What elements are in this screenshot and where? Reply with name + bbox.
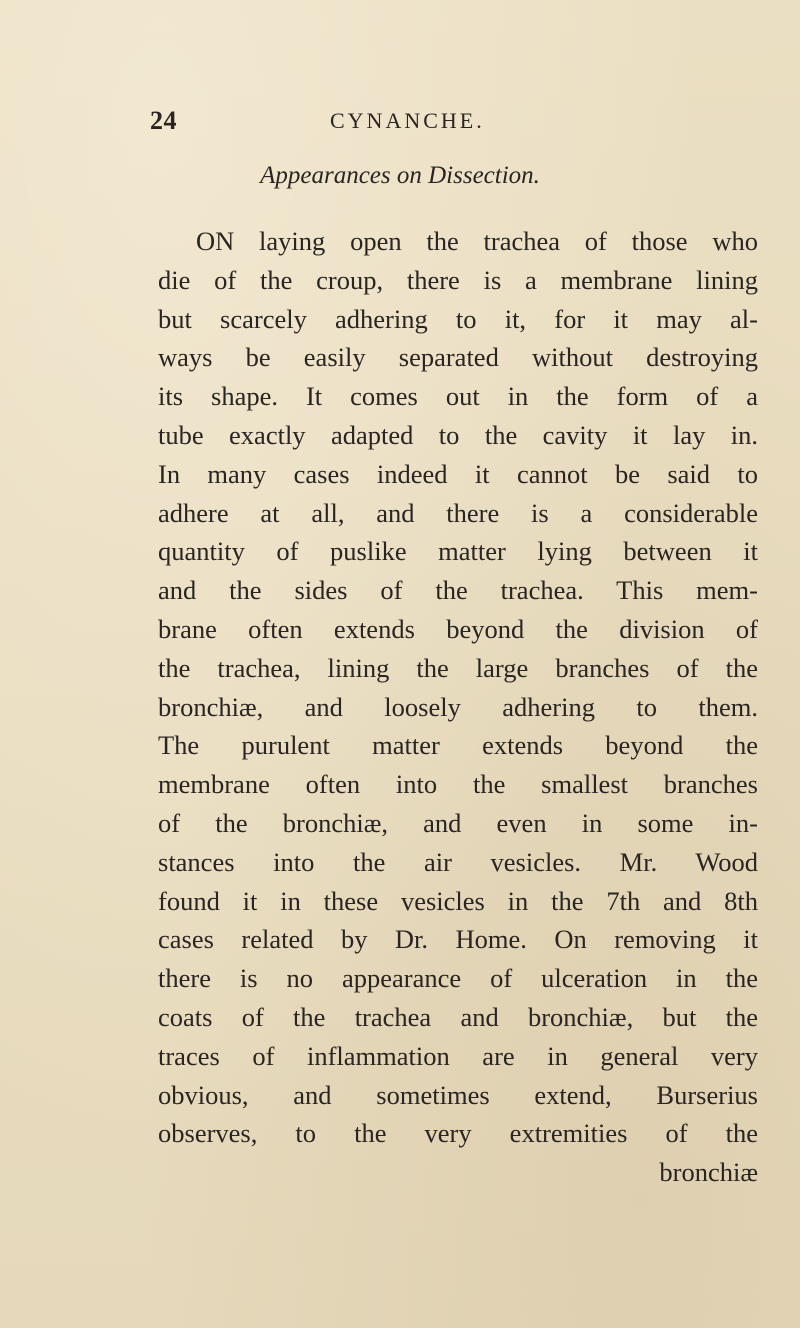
running-head — [150, 106, 800, 136]
page-number: 24 — [150, 106, 177, 135]
text-line: its shape. It comes out in the form of a — [158, 381, 758, 412]
text-line: adhere at all, and there is a considerable — [158, 497, 758, 528]
text-line: stances into the air vesicles. Mr. Wood — [158, 846, 758, 877]
text-line: die of the croup, there is a membrane lining — [158, 264, 758, 295]
text-line: tube exactly adapted to the cavity it lay in. — [158, 419, 758, 450]
text-line: traces of inflammation are in general very — [158, 1040, 758, 1071]
text-line: ON laying open the trachea of those who — [196, 226, 758, 256]
text-line: observes, to the very extremities of the — [158, 1118, 758, 1149]
text-line: membrane often into the smallest branches — [158, 769, 758, 800]
text-line: In many cases indeed it cannot be said to — [158, 458, 758, 489]
text-line: brane often extends beyond the division of — [158, 613, 758, 644]
catchword: bronchiæ — [659, 1157, 758, 1188]
text-line: ways be easily separated without destroying — [158, 342, 758, 373]
text-line: coats of the trachea and bronchiæ, but the — [158, 1001, 758, 1032]
text-line: the trachea, lining the large branches of the — [158, 652, 758, 683]
text-line: there is no appearance of ulceration in the — [158, 963, 758, 994]
text-line: and the sides of the trachea. This mem- — [158, 575, 758, 606]
text-line: obvious, and sometimes extend, Burserius — [158, 1079, 758, 1110]
text-line: found it in these vesicles in the 7th and 8th — [158, 885, 758, 916]
text-line: of the bronchiæ, and even in some in- — [158, 807, 758, 838]
text-line: cases related by Dr. Home. On removing it — [158, 924, 758, 955]
text-line: The purulent matter extends beyond the — [158, 730, 758, 761]
text-line: but scarcely adhering to it, for it may al- — [158, 303, 758, 334]
section-heading: Appearances on Dissection. — [260, 162, 540, 189]
body-text — [158, 222, 758, 1192]
text-line: quantity of puslike matter lying between it — [158, 536, 758, 567]
running-title: CYNANCHE. — [330, 108, 485, 133]
text-line: bronchiæ, and loosely adhering to them. — [158, 691, 758, 722]
